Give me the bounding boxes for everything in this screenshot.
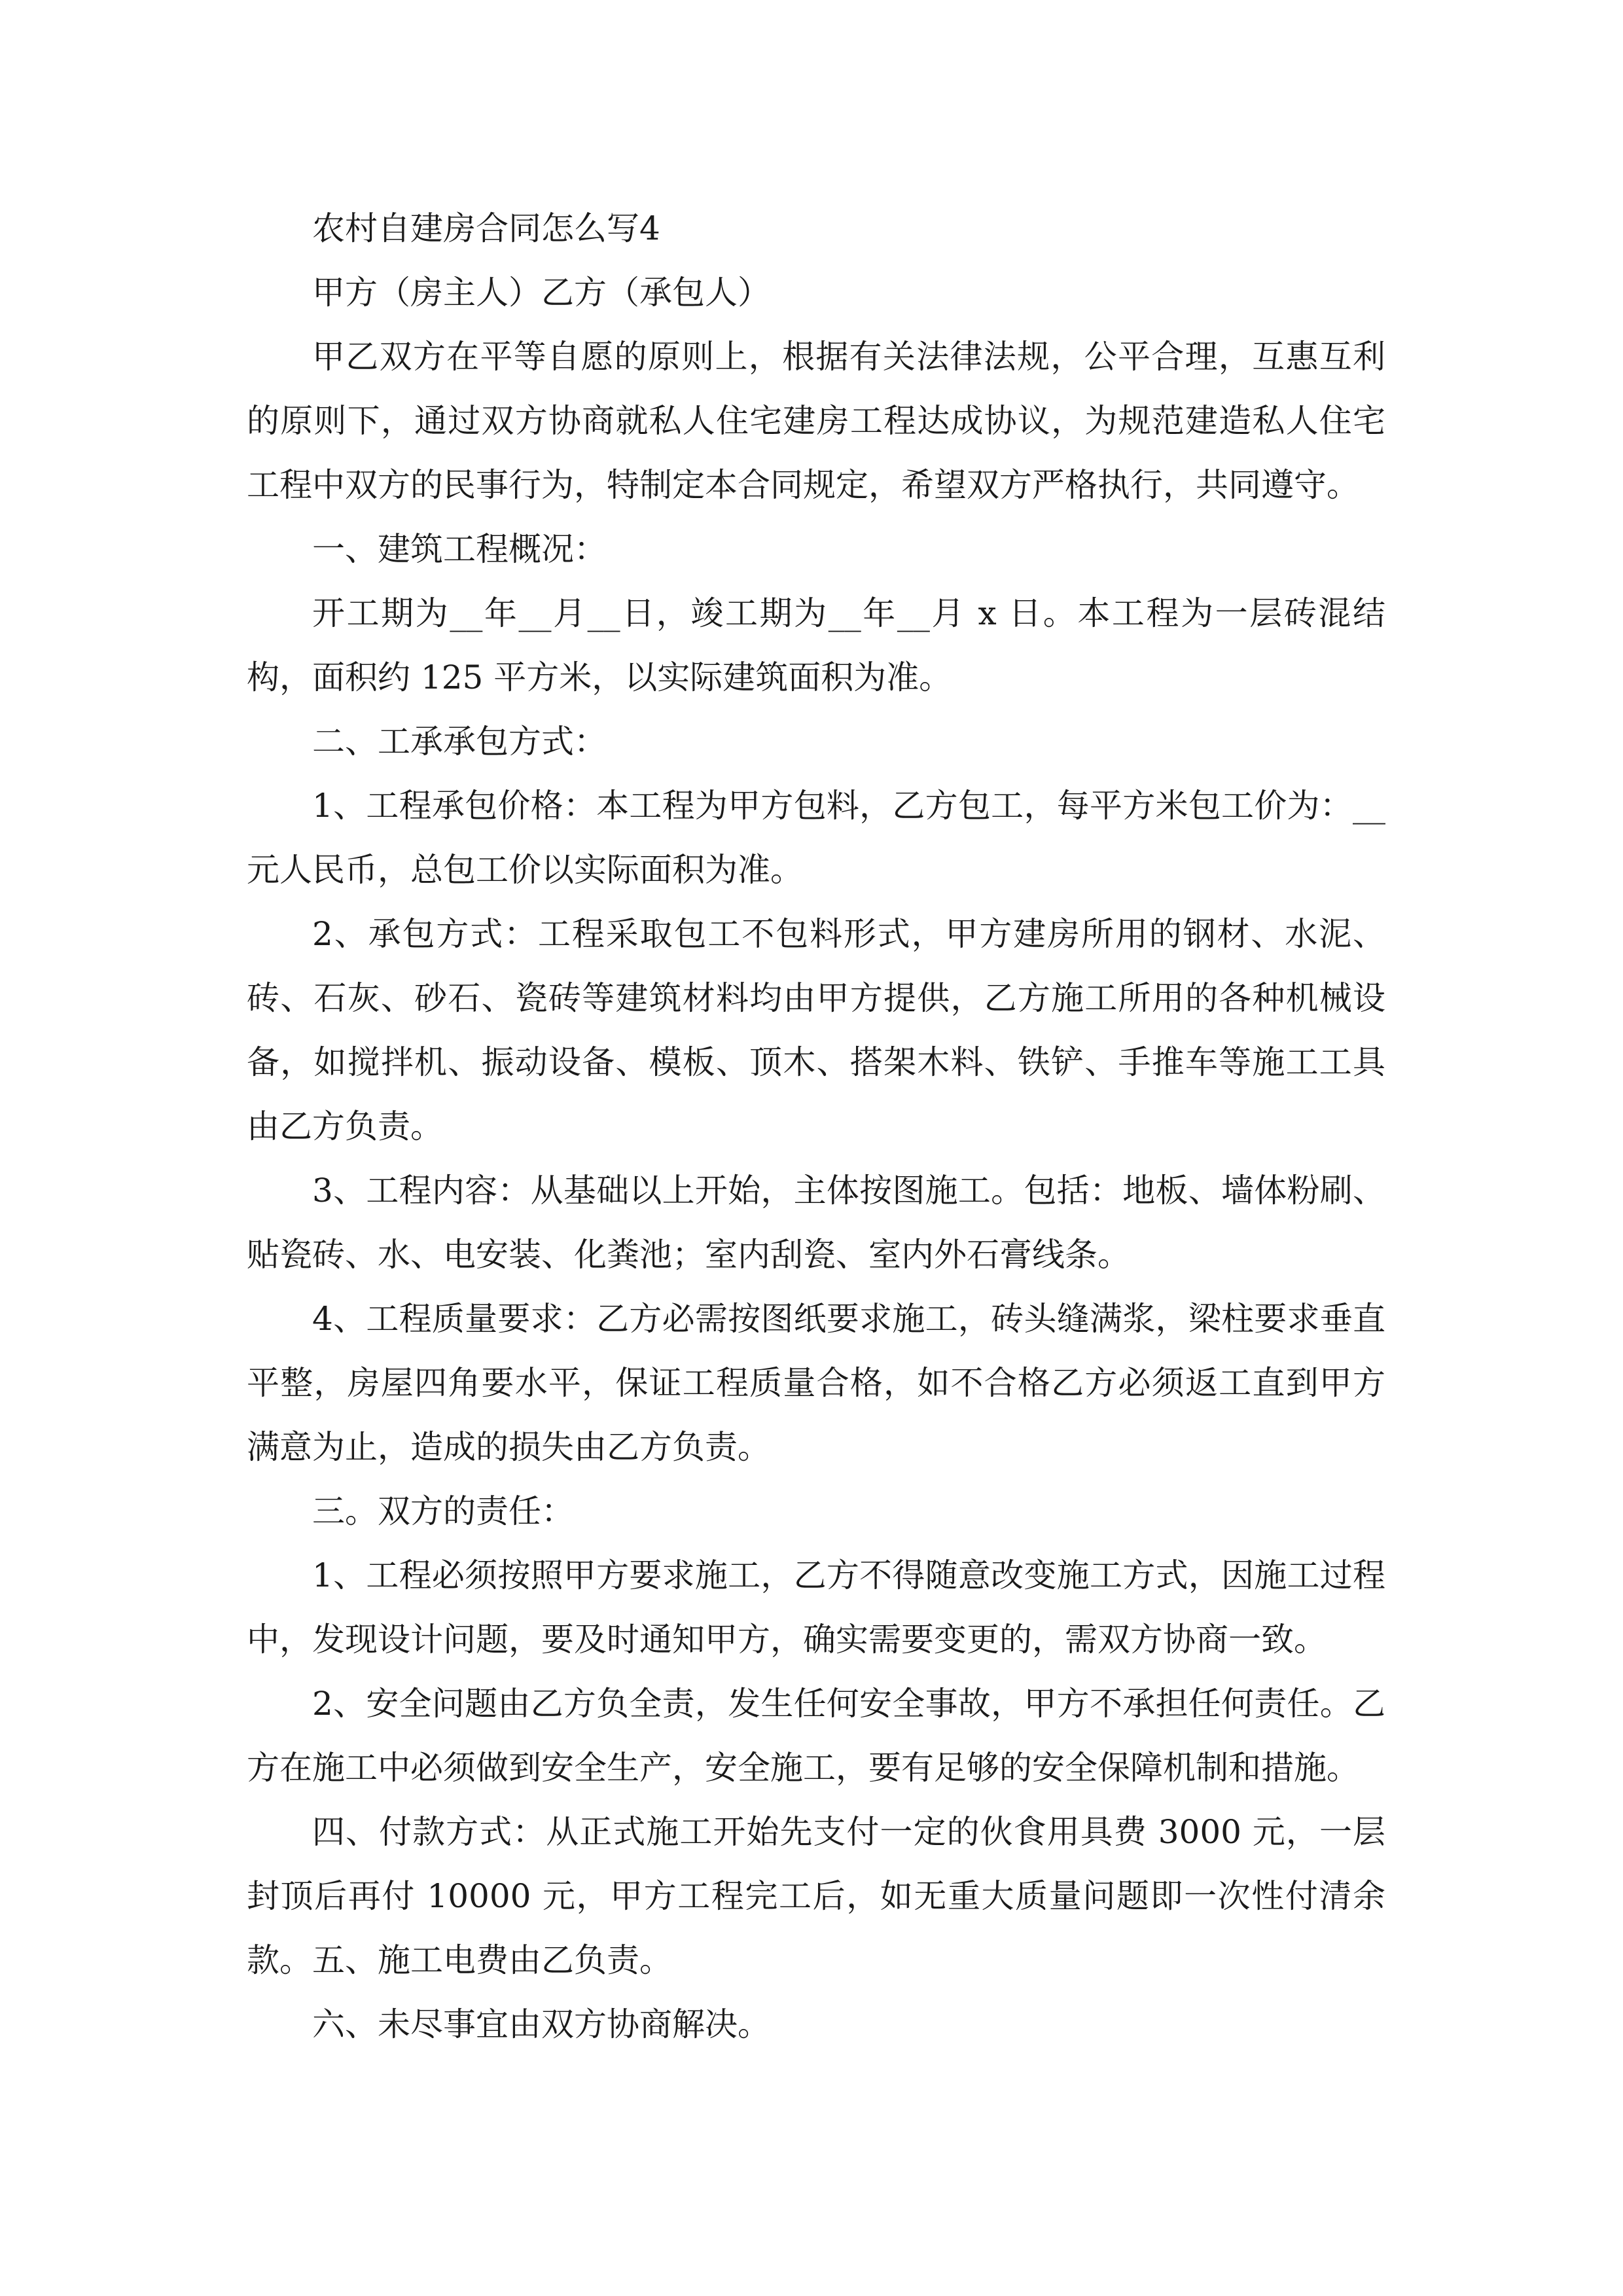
section-2-heading: 二、工承承包方式： (312, 723, 607, 761)
document-body (247, 196, 1385, 2056)
document-title: 农村自建房合同怎么写4 (312, 209, 660, 247)
preamble-paragraph: 甲乙双方在平等自愿的原则上，根据有关法律法规，公平合理，互惠互利的原则下，通过双方协商就私人住宅建房工程达成协议，为规范建造私人住宅工程中双方的民事行为，特制定本合同规定，希望双方严格执行，共同遵守。 (247, 338, 1385, 504)
section-3-item-1: 1、工程必须按照甲方要求施工，乙方不得随意改变施工方式，因施工过程中，发现设计问题，要及时通知甲方，确实需要变更的，需双方协商一致。 (247, 1556, 1385, 1659)
section-2-item-4: 4、工程质量要求：乙方必需按图纸要求施工，砖头缝满浆，梁柱要求垂直平整，房屋四角要水平，保证工程质量合格，如不合格乙方必须返工直到甲方满意为止，造成的损失由乙方负责。 (247, 1300, 1385, 1466)
section-1-schedule-paragraph: 开工期为__年__月__日，竣工期为__年__月 x 日。本工程为一层砖混结构，面积约 125 平方米，以实际建筑面积为准。 (247, 594, 1385, 696)
section-2-item-3: 3、工程内容：从基础以上开始，主体按图施工。包括：地板、墙体粉刷、贴瓷砖、水、电安装、化粪池；室内刮瓷、室内外石膏线条。 (247, 1172, 1385, 1274)
section-1-heading: 一、建筑工程概况： (312, 530, 607, 568)
section-3-heading: 三。双方的责任： (312, 1492, 574, 1530)
section-3-item-2: 2、安全问题由乙方负全责，发生任何安全事故，甲方不承担任何责任。乙方在施工中必须做到安全生产，安全施工，要有足够的安全保障机制和措施。 (247, 1685, 1385, 1787)
section-2-item-2: 2、承包方式：工程采取包工不包料形式，甲方建房所用的钢材、水泥、砖、石灰、砂石、瓷砖等建筑材料均由甲方提供，乙方施工所用的各种机械设备，如搅拌机、振动设备、模板、顶木、搭架木料、铁铲、手推车等施工工具由乙方负责。 (247, 915, 1385, 1145)
parties-line: 甲方（房主人）乙方（承包人） (312, 274, 770, 312)
section-4-payment-paragraph: 四、付款方式：从正式施工开始先支付一定的伙食用具费 3000 元，一层封顶后再付 10000 元，甲方工程完工后，如无重大质量问题即一次性付清余款。五、施工电费由乙负责。 (247, 1813, 1385, 1979)
section-2-item-1: 1、工程承包价格：本工程为甲方包料，乙方包工，每平方米包工价为：__元人民币，总包工价以实际面积为准。 (247, 787, 1385, 889)
section-6-paragraph: 六、未尽事宜由双方协商解决。 (312, 2005, 770, 2043)
